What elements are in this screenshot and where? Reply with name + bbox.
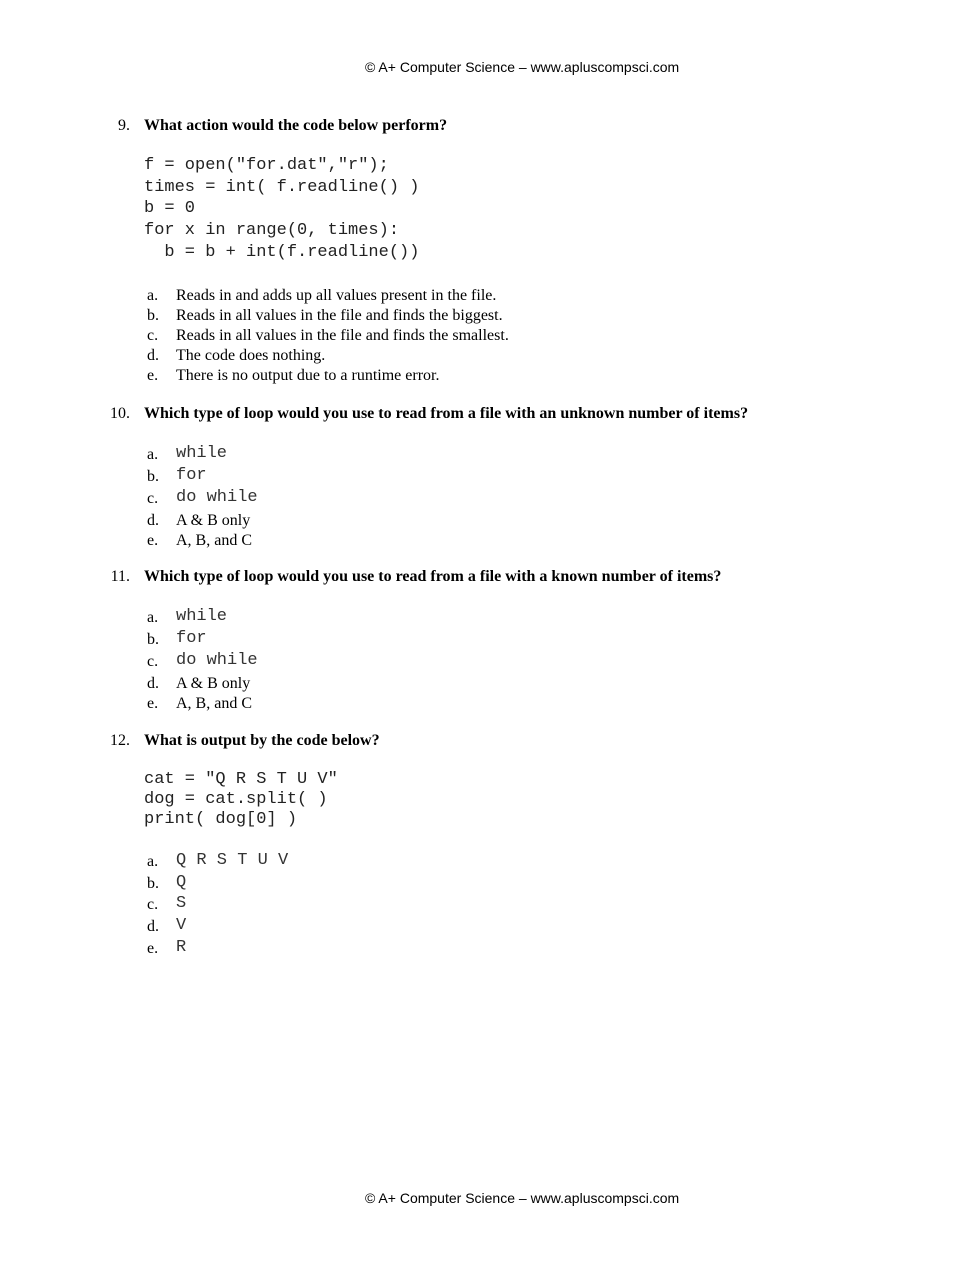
answer-option-e[interactable] <box>0 695 979 715</box>
page-footer: © A+ Computer Science – www.apluscompsci.com <box>365 1190 680 1206</box>
answer-option-b[interactable] <box>0 875 979 895</box>
option-letter: c. <box>147 653 159 670</box>
question-text: What action would the code below perform? <box>144 117 448 134</box>
option-letter: e. <box>147 367 159 384</box>
answer-option-c[interactable] <box>0 896 979 916</box>
answer-option-a[interactable] <box>0 446 979 466</box>
option-text: for <box>176 466 207 485</box>
option-letter: b. <box>147 307 159 324</box>
question-number: 9. <box>118 117 130 134</box>
option-text: S <box>176 894 187 913</box>
option-text: Reads in and adds up all values present in the file. <box>176 287 497 304</box>
question-text: Which type of loop would you use to read from a file with an unknown number of items? <box>144 405 749 422</box>
option-letter: d. <box>147 675 159 692</box>
code-block: cat = "Q R S T U V" dog = cat.split( ) print( dog[0] ) <box>144 770 338 829</box>
option-letter: b. <box>147 468 159 485</box>
answer-option-b[interactable] <box>0 307 979 327</box>
option-text: while <box>176 607 228 626</box>
option-letter: b. <box>147 875 159 892</box>
answer-option-c[interactable] <box>0 490 979 510</box>
option-text: V <box>176 916 187 935</box>
option-text: Reads in all values in the file and finds the biggest. <box>176 307 503 324</box>
option-text: There is no output due to a runtime error. <box>176 367 440 384</box>
answer-option-d[interactable] <box>0 512 979 532</box>
option-letter: c. <box>147 490 159 507</box>
page-header: © A+ Computer Science – www.apluscompsci.com <box>365 59 680 75</box>
answer-option-d[interactable] <box>0 675 979 695</box>
answer-option-d[interactable] <box>0 918 979 938</box>
option-text: A & B only <box>176 675 251 692</box>
question-number: 10. <box>110 405 130 422</box>
answer-option-a[interactable] <box>0 853 979 873</box>
code-block: f = open("for.dat","r"); times = int( f.readline() ) b = 0 for x in range(0, times): b = b + int(f.readline()) <box>144 156 420 262</box>
answer-option-c[interactable] <box>0 653 979 673</box>
question-number: 11. <box>110 568 130 585</box>
option-text: do while <box>176 651 258 670</box>
question-text: What is output by the code below? <box>144 732 380 749</box>
answer-option-a[interactable] <box>0 287 979 307</box>
answer-option-c[interactable] <box>0 327 979 347</box>
option-letter: d. <box>147 918 159 935</box>
option-text: for <box>176 629 207 648</box>
option-text: while <box>176 444 228 463</box>
option-letter: e. <box>147 695 159 712</box>
answer-option-b[interactable] <box>0 468 979 488</box>
question-text: Which type of loop would you use to read from a file with a known number of items? <box>144 568 722 585</box>
option-letter: e. <box>147 940 159 957</box>
answer-option-e[interactable] <box>0 367 979 387</box>
answer-option-a[interactable] <box>0 609 979 629</box>
answer-option-d[interactable] <box>0 347 979 367</box>
option-text: Q <box>176 873 187 892</box>
option-letter: c. <box>147 896 159 913</box>
option-text: Q R S T U V <box>176 851 289 870</box>
answer-option-b[interactable] <box>0 631 979 651</box>
answer-option-e[interactable] <box>0 532 979 552</box>
option-letter: d. <box>147 512 159 529</box>
option-text: A, B, and C <box>176 695 252 712</box>
option-letter: c. <box>147 327 159 344</box>
option-text: R <box>176 938 187 957</box>
option-letter: b. <box>147 631 159 648</box>
option-text: A & B only <box>176 512 251 529</box>
option-letter: d. <box>147 347 159 364</box>
option-text: A, B, and C <box>176 532 252 549</box>
option-text: The code does nothing. <box>176 347 326 364</box>
option-letter: e. <box>147 532 159 549</box>
option-letter: a. <box>147 853 159 870</box>
option-letter: a. <box>147 446 159 463</box>
option-text: do while <box>176 488 258 507</box>
option-text: Reads in all values in the file and finds the smallest. <box>176 327 509 344</box>
option-letter: a. <box>147 287 159 304</box>
option-letter: a. <box>147 609 159 626</box>
answer-option-e[interactable] <box>0 940 979 960</box>
question-number: 12. <box>110 732 130 749</box>
